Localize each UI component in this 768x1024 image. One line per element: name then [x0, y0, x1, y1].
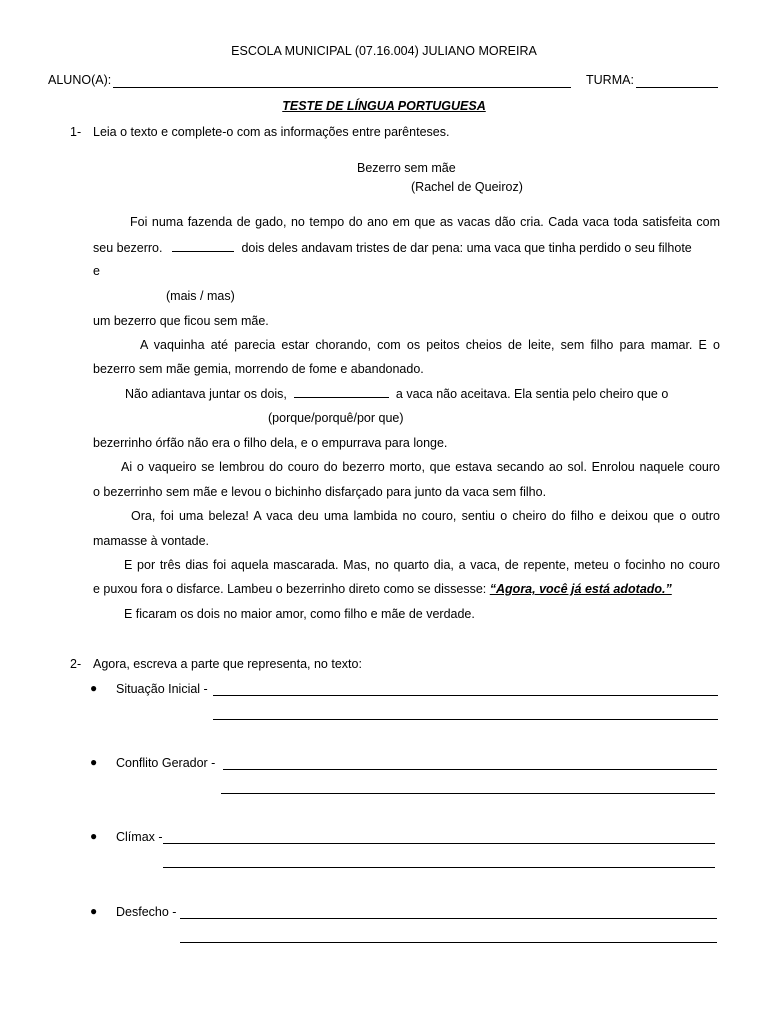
paragraph-3-line-2: bezerrinho órfão não era o filho dela, e o empurrava para longe. [93, 436, 448, 450]
paragraph-6-line-1: E por três dias foi aquela mascarada. Mas, no quarto dia, a vaca, de repente, meteu o focinho no couro [124, 558, 720, 572]
blank-2-field[interactable] [294, 386, 389, 398]
paragraph-3-line-1 [125, 386, 668, 401]
bullet-icon: ● [90, 904, 98, 918]
story-author: (Rachel de Queiroz) [411, 180, 523, 194]
paragraph-2-line-2: bezerro sem mãe gemia, morrendo de fome e abandonado. [93, 362, 424, 376]
question-1-instruction: Leia o texto e complete-o com as informações entre parênteses. [93, 125, 450, 139]
climax-answer-line-1[interactable] [163, 843, 715, 844]
paragraph-3-text-b: a vaca não aceitava. Ela sentia pelo cheiro que o [395, 387, 669, 401]
bullet-icon: ● [90, 829, 98, 843]
situacao-inicial-answer-line-1[interactable] [213, 695, 718, 696]
question-2-instruction: Agora, escreva a parte que representa, no texto: [93, 657, 362, 671]
blank-2-options: (porque/porquê/por que) [268, 411, 404, 425]
blank-1-options: (mais / mas) [166, 289, 235, 303]
paragraph-6-text-a: e puxou fora o disfarce. Lambeu o bezerrinho direto como se dissesse: [93, 582, 487, 596]
paragraph-1-line-3: e [93, 264, 100, 278]
situacao-inicial-answer-line-2[interactable] [213, 719, 718, 720]
paragraph-1-text-b: dois deles andavam tristes de dar pena: uma vaca que tinha perdido o seu filhote [241, 241, 692, 255]
blank-1-field[interactable] [172, 240, 234, 252]
paragraph-1-line-1: Foi numa fazenda de gado, no tempo do ano em que as vacas dão cria. Cada vaca toda satisfeita com [130, 215, 720, 229]
paragraph-5-line-2: mamasse à vontade. [93, 534, 210, 548]
turma-field[interactable] [636, 87, 718, 88]
desfecho-answer-line-2[interactable] [180, 942, 717, 943]
question-1-number: 1- [70, 125, 82, 139]
paragraph-3-text-a: Não adiantava juntar os dois, [125, 387, 287, 401]
question-2-number: 2- [70, 657, 82, 671]
bullet-icon: ● [90, 755, 98, 769]
aluno-name-field[interactable] [113, 87, 571, 88]
item-desfecho-label: Desfecho - [116, 905, 177, 919]
paragraph-1-line-2 [93, 240, 720, 255]
paragraph-1-line-4: um bezerro que ficou sem mãe. [93, 314, 269, 328]
adoption-quote: “Agora, você já está adotado.” [489, 582, 672, 596]
turma-label: TURMA: [586, 73, 634, 87]
conflito-gerador-answer-line-2[interactable] [221, 793, 715, 794]
conflito-gerador-answer-line-1[interactable] [223, 769, 717, 770]
paragraph-6-line-2 [93, 582, 672, 596]
test-title: TESTE DE LÍNGUA PORTUGUESA [282, 99, 486, 113]
item-climax-label: Clímax - [116, 830, 163, 844]
story-title: Bezerro sem mãe [357, 161, 456, 175]
paragraph-4-line-2: o bezerrinho sem mãe e levou o bichinho disfarçado para junto da vaca sem filho. [93, 485, 547, 499]
aluno-label: ALUNO(A): [48, 73, 112, 87]
paragraph-4-line-1: Ai o vaqueiro se lembrou do couro do bezerro morto, que estava secando ao sol. Enrolou naquele couro [121, 460, 720, 474]
item-conflito-gerador-label: Conflito Gerador - [116, 756, 216, 770]
bullet-icon: ● [90, 681, 98, 695]
desfecho-answer-line-1[interactable] [180, 918, 717, 919]
paragraph-2-line-1: A vaquinha até parecia estar chorando, com os peitos cheios de leite, sem filho para mamar. E o [140, 338, 720, 352]
school-name: ESCOLA MUNICIPAL (07.16.004) JULIANO MOREIRA [231, 44, 537, 58]
climax-answer-line-2[interactable] [163, 867, 715, 868]
paragraph-7-line-1: E ficaram os dois no maior amor, como filho e mãe de verdade. [124, 607, 475, 621]
item-situacao-inicial-label: Situação Inicial - [116, 682, 208, 696]
paragraph-1-text-a: seu bezerro. [93, 241, 163, 255]
paragraph-5-line-1: Ora, foi uma beleza! A vaca deu uma lambida no couro, sentiu o cheiro do filho e deixou que o outro [131, 509, 720, 523]
